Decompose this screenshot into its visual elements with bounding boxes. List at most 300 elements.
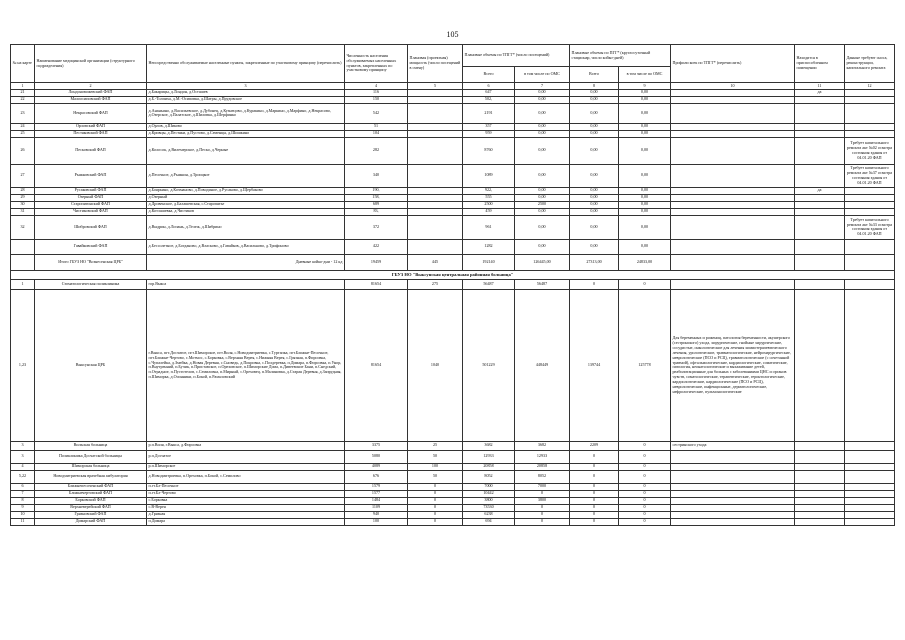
table-row <box>11 130 895 137</box>
cell-repair <box>845 490 895 497</box>
cell-incl-oms2: 0 <box>619 504 671 511</box>
cell-incl-oms2: 0,00 <box>619 103 671 123</box>
cell-location <box>795 490 845 497</box>
cell-repair <box>845 279 895 289</box>
cell-incl-oms2: 0 <box>619 497 671 504</box>
cell-total: 459 <box>463 208 515 215</box>
cell-name: Грязновский ФАП <box>35 511 147 518</box>
cell-settlements: г.Выкса, пгт.Досчатое, пгт.Шиморское, пгт.Виля, с.Новодмитриевка, с.Туртапка, пгт.Ближне-Песочное, пгт.Ближне-Чертово, с.Мотмос, с.Борковка, с.Верхняя Верея, с.Нижняя Верея, с.Грязная, п.Фирсовка, с.Чупалейка, д.Змейка, д.Новая Деревня, с.Сноведь, д.Покровка, с.Полдеревка, п.Димара, п.Фирсовка, п.Унор, п.Внутренний, п.Бучик, п.Приставское, п.Ореховское, п.Шиморские Дома, п.Дивеевские Бани, п.Снедский, п.Отрадное, п.Пустотелов, с.Семиловка, п.Мирный, с.Ореховец, п.Малиновка, д.Старая Деревня, д.Запрудная, п.Шиморка, д.Осинники, п.Бокой, п.Рамаловский <box>147 289 345 441</box>
cell-incl-oms: 0,00 <box>515 187 570 194</box>
cell-incl-oms: 7000 <box>515 483 570 490</box>
cell-population: 422 <box>345 239 408 254</box>
header-num: № на карте <box>11 45 35 83</box>
table-row <box>11 123 895 130</box>
cell-total: 922, <box>463 187 515 194</box>
cell-settlements: д.Котлашевка, д.Чистиков <box>147 208 345 215</box>
cell-location <box>795 470 845 483</box>
cell-profile: Для беременных и рожениц, патология беременности, акушерского (сестринского) ухода, хирургические, гнойные хирургические, сосудистые, онкологические для лечения химиотерапевтического лечения, урологические, травматологические, нейрохирургические, неврологические (ПСО и РСЦ), травматологические (с сочетанной травмой), офтальмологические, кардиологические, соматические, патология, неонатологические и выхаживание детей, реабилитационные для больных с заболеваниями ЦНС и органов чувств, соматологические, терапевтические, геронтологические, кардиологические, кардиологические (ПСО и РСЦ), неврологические, инфекционные, дерматологические, нефрологические, пульмонологические <box>671 289 795 441</box>
cell-population: 1484 <box>345 497 408 504</box>
cell-num: 26 <box>11 137 35 164</box>
cell-incl-oms2: 0,00 <box>619 215 671 239</box>
table-row <box>11 497 895 504</box>
cell-repair <box>845 470 895 483</box>
cell-total: 357 <box>463 123 515 130</box>
cell-location <box>795 103 845 123</box>
cell-profile <box>671 279 795 289</box>
cell-population: 282 <box>345 137 408 164</box>
total-o2: 24833,00 <box>619 254 671 270</box>
cell-population: 940 <box>345 511 408 518</box>
cell-name: Песковский ФАП <box>35 137 147 164</box>
cell-total2: 0,00 <box>570 89 619 96</box>
table-row <box>11 279 895 289</box>
cell-total2: 0,00 <box>570 215 619 239</box>
cell-name: Чистиковский ФАП <box>35 208 147 215</box>
table-row <box>11 187 895 194</box>
cell-repair <box>845 518 895 525</box>
total-o: 126445,00 <box>515 254 570 270</box>
cell-incl-oms: 0,00 <box>515 137 570 164</box>
cell-incl-oms2: 0,00 <box>619 164 671 187</box>
cell-profile <box>671 96 795 103</box>
cell-settlements: д.Бакарицы, д.Лондон, д.Осташев <box>147 89 345 96</box>
cell-location <box>795 239 845 254</box>
cell-location <box>795 497 845 504</box>
cell-num: 22 <box>11 96 35 103</box>
cell-num: 21 <box>11 89 35 96</box>
cell-settlements: р.п.Шиморское <box>147 463 345 470</box>
cell-incl-oms2: 0,00 <box>619 137 671 164</box>
cell-incl-oms: 56487 <box>515 279 570 289</box>
cell-total2: 0,00 <box>570 194 619 201</box>
cell-name: Ближнепесоченский ФАП <box>35 483 147 490</box>
table-row <box>11 504 895 511</box>
cell-total2: 0,00 <box>570 130 619 137</box>
cell-total2: 0 <box>570 490 619 497</box>
header-incl-oms2: в том числе по ОМС <box>619 67 671 83</box>
cell-total: 3682 <box>463 441 515 450</box>
cell-settlements: д.Кривцы, д.Пестяки, д.Пустово, д.Семенцы, д.Шишкино <box>147 130 345 137</box>
cell-capacity <box>408 208 463 215</box>
cell-population: 158, <box>345 194 408 201</box>
cell-name: Верхневерейский ФАП <box>35 504 147 511</box>
cell-settlements: д.Бессолетное, д.Богданово, д.Власково, д.Гавайков, д.Васильково, д.Трифоново <box>147 239 345 254</box>
cell-capacity <box>408 187 463 194</box>
cell-num: 3 <box>11 450 35 463</box>
cell-name: Вильская больница <box>35 441 147 450</box>
section-row <box>11 270 895 279</box>
cell-total: 1282 <box>463 239 515 254</box>
total-pop: 19459 <box>345 254 408 270</box>
column-number: 3 <box>147 83 345 90</box>
cell-capacity: 1040 <box>408 289 463 441</box>
cell-capacity <box>408 194 463 201</box>
cell-total2: 0 <box>570 497 619 504</box>
cell-profile <box>671 511 795 518</box>
table-row <box>11 511 895 518</box>
cell-profile <box>671 215 795 239</box>
cell-settlements: п.гт.Бл-Чертово <box>147 490 345 497</box>
cell-repair <box>845 497 895 504</box>
cell-name: Пестяковский ФАП <box>35 130 147 137</box>
cell-settlements: д.Новодмитриевка, п.Ореховка, п.Бокой, с.Семилово <box>147 470 345 483</box>
cell-population: 190, <box>345 187 408 194</box>
cell-num: 10 <box>11 511 35 518</box>
cell-num: 25 <box>11 130 35 137</box>
cell-num: 5,22 <box>11 470 35 483</box>
table-row <box>11 463 895 470</box>
table-row <box>11 201 895 208</box>
cell-settlements: д.Грязная <box>147 511 345 518</box>
cell-repair <box>845 201 895 208</box>
cell-repair <box>845 441 895 450</box>
cell-location <box>795 289 845 441</box>
cell-capacity <box>408 239 463 254</box>
cell-incl-oms: 448449 <box>515 289 570 441</box>
column-number: 4 <box>345 83 408 90</box>
cell-incl-oms2: 0 <box>619 483 671 490</box>
table-row <box>11 89 895 96</box>
header-profile: Профили коек по ТПГГ* (перечислить) <box>671 45 795 83</box>
cell-location <box>795 518 845 525</box>
cell-settlements: д.Б.-Толпиха, д.М.-Осиповка, д.Шатры, д.Прудовское <box>147 96 345 103</box>
cell-capacity: 25 <box>408 441 463 450</box>
cell-profile <box>671 208 795 215</box>
table-row <box>11 208 895 215</box>
cell-num: 29 <box>11 194 35 201</box>
table-row <box>11 164 895 187</box>
cell-repair: Требует капитального ремонта акт №02 осмотра состояния здания от 04.01.20 ФАП <box>845 137 895 164</box>
cell-total2: 0,00 <box>570 123 619 130</box>
cell-total2: 0 <box>570 504 619 511</box>
column-number: 11 <box>795 83 845 90</box>
cell-num: 23 <box>11 103 35 123</box>
cell-total2: 0,00 <box>570 187 619 194</box>
cell-profile <box>671 497 795 504</box>
cell-num: 24 <box>11 123 35 130</box>
cell-total: 959 <box>463 130 515 137</box>
table-row <box>11 239 895 254</box>
cell-total2: 2209 <box>570 441 619 450</box>
cell-incl-oms2: 0 <box>619 490 671 497</box>
cell-location <box>795 208 845 215</box>
cell-incl-oms: 20858 <box>515 463 570 470</box>
cell-profile <box>671 164 795 187</box>
cell-location <box>795 504 845 511</box>
cell-population: 104 <box>345 130 408 137</box>
cell-capacity: 0 <box>408 490 463 497</box>
cell-num: 9 <box>11 504 35 511</box>
header-incl-oms: в том числе по ОМС <box>515 67 570 83</box>
cell-total2: 139744 <box>570 289 619 441</box>
cell-repair <box>845 483 895 490</box>
cell-name: Орловский ФАП <box>35 123 147 130</box>
cell-location <box>795 137 845 164</box>
header-tpgg: Плановые объемы по ТПГГ* (число посещений) <box>463 45 570 67</box>
cell-settlements: с.В-Верея <box>147 504 345 511</box>
cell-profile <box>671 490 795 497</box>
cell-capacity: 100 <box>408 463 463 470</box>
cell-population: 689 <box>345 201 408 208</box>
cell-population: 1109 <box>345 504 408 511</box>
cell-name: Выксунская ЦРБ <box>35 289 147 441</box>
cell-incl-oms: 0,00 <box>515 89 570 96</box>
cell-name: Русаковский ФАП <box>35 187 147 194</box>
cell-total2: 0,00 <box>570 201 619 208</box>
cell-location <box>795 123 845 130</box>
cell-total: 73530 <box>463 504 515 511</box>
cell-name: Димарский ФАП <box>35 518 147 525</box>
cell-location <box>795 483 845 490</box>
column-number: 2 <box>35 83 147 90</box>
cell-total: 8760 <box>463 137 515 164</box>
header-location: Находится в приспособленном помещении <box>795 45 845 83</box>
cell-name: Ближнечертовский ФАП <box>35 490 147 497</box>
cell-name: Новодмитриевская врачебная амбулатория <box>35 470 147 483</box>
cell-capacity: 0 <box>408 511 463 518</box>
cell-population: 3375 <box>345 441 408 450</box>
cell-incl-oms: 0 <box>515 518 570 525</box>
cell-num: 3 <box>11 441 35 450</box>
cell-total: 6238 <box>463 511 515 518</box>
table-row <box>11 103 895 123</box>
cell-incl-oms: 0,00 <box>515 123 570 130</box>
cell-capacity <box>408 96 463 103</box>
cell-name: Некрасовский ФАП <box>35 103 147 123</box>
cell-name: Шиморская больница <box>35 463 147 470</box>
total-cap: 445 <box>408 254 463 270</box>
cell-capacity: 0 <box>408 497 463 504</box>
header-capacity: Плановая (проектная) мощность (число посещений в смену) <box>408 45 463 83</box>
cell-population: 340 <box>345 164 408 187</box>
cell-incl-oms2: 0,00 <box>619 89 671 96</box>
cell-total2: 0 <box>570 450 619 463</box>
cell-incl-oms2: 0,00 <box>619 239 671 254</box>
cell-incl-oms2: 0,00 <box>619 208 671 215</box>
cell-settlements: д.Озерный <box>147 194 345 201</box>
cell-total2: 0 <box>570 483 619 490</box>
cell-incl-oms: 0,00 <box>515 208 570 215</box>
cell-repair <box>845 511 895 518</box>
cell-capacity: 0 <box>408 504 463 511</box>
table-row <box>11 96 895 103</box>
cell-profile <box>671 130 795 137</box>
cell-name: Озерный ФАП <box>35 194 147 201</box>
cell-location: да <box>795 187 845 194</box>
cell-incl-oms2: 0 <box>619 441 671 450</box>
cell-profile <box>671 470 795 483</box>
cell-name: Гавайковский ФАП <box>35 239 147 254</box>
cell-name: Шибровский ФАП <box>35 215 147 239</box>
cell-repair <box>845 450 895 463</box>
table-row <box>11 441 895 450</box>
cell-profile <box>671 123 795 130</box>
header-settlements: Непосредственно обслуживаемые населенные пункты, закрепленные по участковому принципу (перечислить) <box>147 45 345 83</box>
cell-num: 32 <box>11 215 35 239</box>
cell-location <box>795 511 845 518</box>
cell-capacity: 50 <box>408 470 463 483</box>
cell-total2: 0 <box>570 511 619 518</box>
cell-num: 30 <box>11 201 35 208</box>
cell-capacity: 0 <box>408 483 463 490</box>
cell-repair <box>845 187 895 194</box>
cell-incl-oms2: 0 <box>619 470 671 483</box>
cell-total2: 0,00 <box>570 239 619 254</box>
cell-profile <box>671 89 795 96</box>
cell-population: 1577 <box>345 490 408 497</box>
total-settl: Дневные койко-дни - 12 кд <box>147 254 345 270</box>
total-t: 192140 <box>463 254 515 270</box>
cell-total: 2500 <box>463 201 515 208</box>
cell-profile <box>671 463 795 470</box>
cell-population: 116 <box>345 89 408 96</box>
cell-incl-oms: 0 <box>515 511 570 518</box>
cell-settlements: д.Орлов, д.Шиково <box>147 123 345 130</box>
cell-incl-oms2: 0,00 <box>619 187 671 194</box>
cell-total: 7000 <box>463 483 515 490</box>
header-population: Численность населения обслуживаемых населенных пунктов, закрепленных по участковому принципу <box>345 45 408 83</box>
cell-location <box>795 96 845 103</box>
cell-settlements: п.Димара <box>147 518 345 525</box>
cell-total: 501229 <box>463 289 515 441</box>
cell-capacity <box>408 164 463 187</box>
cell-total: 647 <box>463 89 515 96</box>
cell-profile <box>671 201 795 208</box>
cell-repair <box>845 103 895 123</box>
table-row <box>11 518 895 525</box>
cell-population: 81654 <box>345 279 408 289</box>
cell-incl-oms: 0 <box>515 490 570 497</box>
cell-capacity: 50 <box>408 450 463 463</box>
cell-num: 4 <box>11 463 35 470</box>
column-number: 10 <box>671 83 795 90</box>
cell-settlements: п.гт.Бл-Песочное <box>147 483 345 490</box>
column-number: 6 <box>463 83 515 90</box>
cell-profile <box>671 450 795 463</box>
cell-location <box>795 450 845 463</box>
cell-repair <box>845 463 895 470</box>
column-number-row <box>11 83 895 90</box>
cell-total2: 0,00 <box>570 96 619 103</box>
cell-profile <box>671 483 795 490</box>
cell-total: 3800 <box>463 497 515 504</box>
cell-profile <box>671 504 795 511</box>
cell-total2: 0,00 <box>570 137 619 164</box>
cell-repair <box>845 504 895 511</box>
cell-incl-oms: 0,00 <box>515 164 570 187</box>
cell-incl-oms2: 0 <box>619 463 671 470</box>
cell-incl-oms: 0,00 <box>515 194 570 201</box>
cell-population: 676 <box>345 470 408 483</box>
cell-name: Старопятинский ФАП <box>35 201 147 208</box>
cell-location <box>795 279 845 289</box>
total-row <box>11 254 895 270</box>
cell-total: 694 <box>463 518 515 525</box>
cell-incl-oms: 0,00 <box>515 239 570 254</box>
cell-profile: сестринского ухода <box>671 441 795 450</box>
cell-num <box>11 239 35 254</box>
cell-location <box>795 441 845 450</box>
cell-incl-oms: 12933 <box>515 450 570 463</box>
cell-num: 31 <box>11 208 35 215</box>
table-row <box>11 289 895 441</box>
cell-repair <box>845 208 895 215</box>
cell-settlements: р.п.Досчатое <box>147 450 345 463</box>
header-total2: Всего <box>570 67 619 83</box>
header-repair: Данные требуют сноса, реконструкции, капитального ремонта <box>845 45 895 83</box>
cell-total: 20858 <box>463 463 515 470</box>
cell-num: 7 <box>11 490 35 497</box>
cell-location <box>795 201 845 208</box>
cell-population: 542 <box>345 103 408 123</box>
table-row <box>11 490 895 497</box>
cell-incl-oms: 2500 <box>515 201 570 208</box>
cell-incl-oms2: 0 <box>619 511 671 518</box>
cell-population: 100 <box>345 518 408 525</box>
cell-settlements: д.Песочное, д.Рыжкин, д.Троицкое <box>147 164 345 187</box>
cell-num: 27 <box>11 164 35 187</box>
cell-num: 1 <box>11 279 35 289</box>
cell-population: 81654 <box>345 289 408 441</box>
cell-incl-oms2: 0 <box>619 450 671 463</box>
cell-capacity: 275 <box>408 279 463 289</box>
table-row <box>11 194 895 201</box>
table-row <box>11 450 895 463</box>
cell-incl-oms: 3682 <box>515 441 570 450</box>
cell-repair <box>845 123 895 130</box>
cell-total: 961 <box>463 215 515 239</box>
cell-total2: 0 <box>570 518 619 525</box>
cell-population: 1579 <box>345 483 408 490</box>
cell-repair <box>845 239 895 254</box>
cell-incl-oms: 0,00 <box>515 130 570 137</box>
cell-total2: 0,00 <box>570 103 619 123</box>
cell-repair <box>845 96 895 103</box>
cell-capacity <box>408 89 463 96</box>
cell-population: 372 <box>345 215 408 239</box>
cell-population: 51 <box>345 123 408 130</box>
cell-incl-oms2: 0,00 <box>619 130 671 137</box>
cell-name: Малоосиповский ФАП <box>35 96 147 103</box>
cell-num: 8 <box>11 497 35 504</box>
cell-repair <box>845 89 895 96</box>
cell-location <box>795 215 845 239</box>
cell-total: 10442 <box>463 490 515 497</box>
cell-total2: 0,00 <box>570 208 619 215</box>
table-row <box>11 483 895 490</box>
cell-settlements: гор.Выкса <box>147 279 345 289</box>
cell-profile <box>671 518 795 525</box>
cell-repair <box>845 289 895 441</box>
section-title: ГБУЗ НО "Выксунская центральная районная больница" <box>11 270 895 279</box>
facilities-table <box>10 44 895 526</box>
cell-total2: 0,00 <box>570 164 619 187</box>
cell-profile <box>671 239 795 254</box>
cell-incl-oms2: 0,00 <box>619 194 671 201</box>
cell-population: 4089 <box>345 463 408 470</box>
cell-incl-oms2: 0,00 <box>619 201 671 208</box>
total-t2: 27313,00 <box>570 254 619 270</box>
cell-incl-oms: 0,00 <box>515 103 570 123</box>
cell-location <box>795 164 845 187</box>
cell-incl-oms2: 125778 <box>619 289 671 441</box>
cell-incl-oms: 0 <box>515 504 570 511</box>
cell-settlements: д.Ананьино, д.Васильевское, д.Дубонец, д.Кузнецово, д.Куракино, д.Маркино, д.Марфино, д.Некрасово, д.Озерское, д.Палатское, д.Шиловка, д.Шерфинко <box>147 103 345 123</box>
column-number: 7 <box>515 83 570 90</box>
cell-total: 56487 <box>463 279 515 289</box>
column-number: 12 <box>845 83 895 90</box>
cell-total2: 0 <box>570 470 619 483</box>
